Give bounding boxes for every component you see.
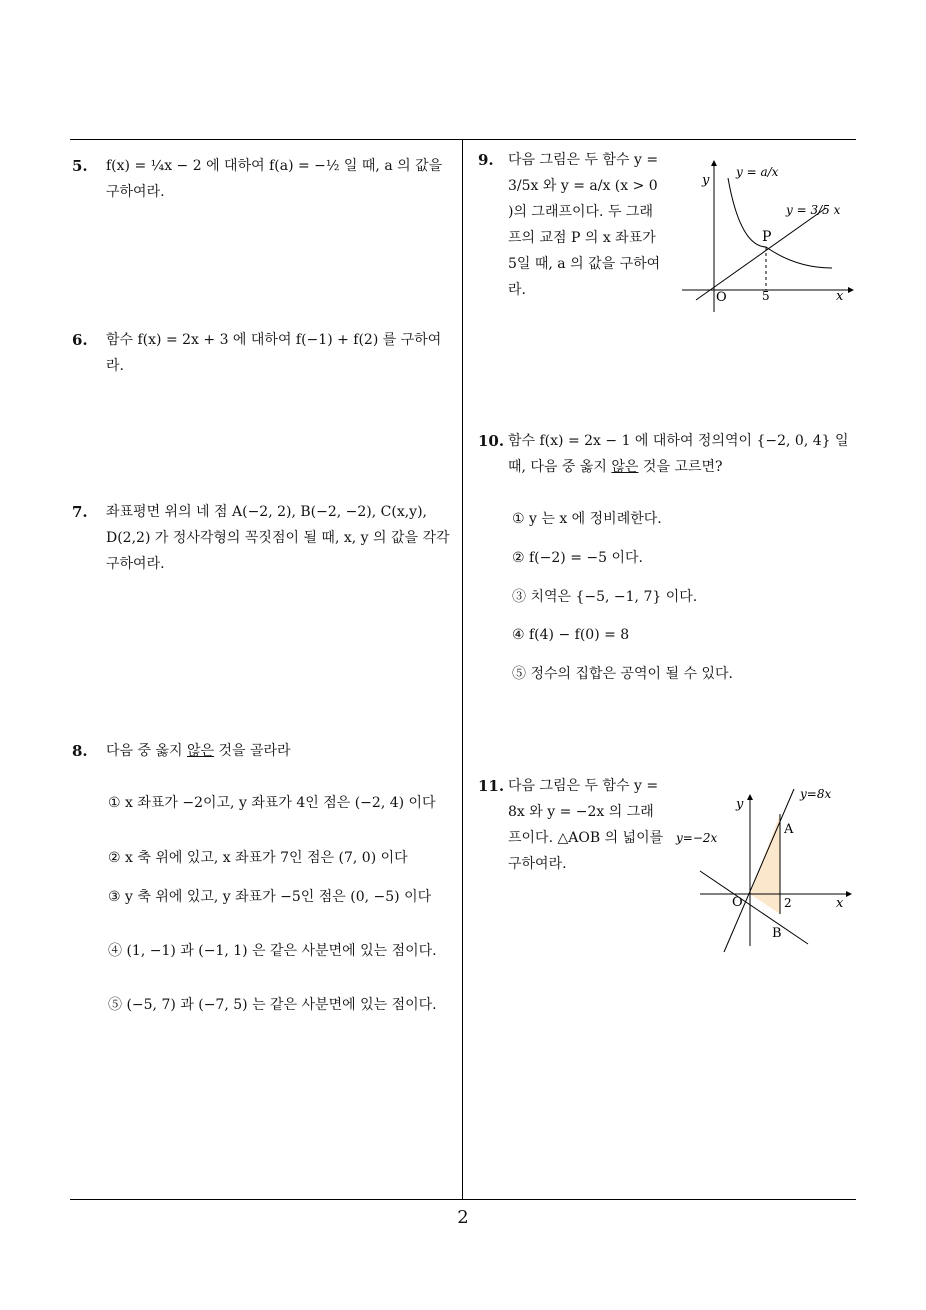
q10-choice-3: ③ 치역은 {−5, −1, 7} 이다.	[512, 589, 698, 605]
label-x: x	[836, 896, 844, 911]
question-text: 다음 그림은 두 함수 y = 8x 와 y = −2x 의 그래프이다. △AOB 의 넓이를 구하여라.	[508, 778, 664, 872]
question-text	[72, 738, 456, 764]
question-11	[478, 773, 664, 877]
question-number: 6.	[72, 331, 88, 349]
q8-choice-3: ③ y 축 위에 있고, y 좌표가 −5인 점은 (0, −5) 이다	[108, 889, 432, 905]
label-line-3-5x: y = 3/5 x	[786, 203, 841, 217]
x-axis-arrow	[848, 287, 854, 293]
label-curve-a-over-x: y = a/x	[736, 165, 779, 179]
label-origin: O	[716, 290, 727, 305]
question-number: 11.	[478, 777, 505, 795]
question-9	[478, 147, 664, 303]
question-number: 9.	[478, 151, 494, 169]
line-3-5x	[696, 208, 826, 300]
q8-choice-5: ⑤ (−5, 7) 과 (−7, 5) 는 같은 사분면에 있는 점이다.	[108, 997, 437, 1013]
question-text: 좌표평면 위의 네 점 A(−2, 2), B(−2, −2), C(x,y), D(2,2) 가 정사각형의 꼭짓점이 될 때, x, y 의 값을 각각 구하여라.	[106, 504, 450, 572]
label-y: y	[736, 797, 744, 812]
q8-choice-2: ② x 축 위에 있고, x 좌표가 7인 점은 (7, 0) 이다	[108, 850, 408, 866]
question-8	[72, 738, 456, 764]
question-text: 함수 f(x) = 2x + 3 에 대하여 f(−1) + f(2) 를 구하여라.	[106, 332, 442, 374]
label-line-neg-2x: y=−2x	[676, 831, 718, 845]
question-text: 다음 그림은 두 함수 y = 3/5x 와 y = a/x (x > 0 )의 그래프이다. 두 그래프의 교점 P 의 x 좌표가 5일 때, a 의 값을 구하여라.	[508, 152, 661, 298]
underlined-text: 않은	[186, 743, 215, 759]
page-number: 2	[457, 1207, 469, 1228]
label-p: P	[762, 229, 772, 245]
label-x: x	[836, 289, 844, 304]
label-five: 5	[762, 289, 770, 303]
q10-choice-2: ② f(−2) = −5 이다.	[512, 550, 643, 566]
column-divider	[462, 139, 463, 1200]
question-text	[478, 428, 860, 480]
q10-choice-1: ① y 는 x 에 정비례한다.	[512, 511, 662, 527]
text-part: 것을 고르면?	[638, 459, 723, 475]
y-axis-arrow	[747, 794, 753, 800]
q8-choice-1: ① x 좌표가 −2이고, y 좌표가 4인 점은 (−2, 4) 이다	[108, 795, 436, 811]
question-10	[478, 428, 860, 480]
y-axis-arrow	[711, 160, 717, 166]
underlined-text: 않은	[611, 459, 639, 475]
q10-choice-5: ⑤ 정수의 집합은 공역이 될 수 있다.	[512, 666, 733, 682]
question-number: 10.	[478, 432, 505, 450]
text-part: 것을 골라라	[214, 743, 291, 759]
label-y: y	[702, 173, 710, 188]
label-a: A	[784, 822, 794, 837]
x-axis-arrow	[846, 891, 852, 897]
q9-graph	[676, 150, 856, 315]
q11-graph	[674, 784, 858, 956]
curve-a-over-x	[728, 178, 832, 268]
q8-choice-4: ④ (1, −1) 과 (−1, 1) 은 같은 사분면에 있는 점이다.	[108, 943, 437, 959]
question-number: 8.	[72, 742, 88, 760]
triangle-aob	[750, 814, 780, 914]
label-line-8x: y=8x	[800, 787, 832, 801]
question-text: f(x) = ¼x − 2 에 대하여 f(a) = −½ 일 때, a 의 값을 구하여라.	[106, 158, 443, 200]
label-origin: O	[732, 895, 743, 910]
text-part: 함수 f(x) = 2x − 1 에 대하여 정의역이 {−2, 0, 4} 일 때, 다음 중 옳지	[508, 433, 849, 475]
question-5	[72, 153, 456, 205]
question-number: 5.	[72, 157, 88, 175]
top-rule	[70, 139, 856, 140]
text-part: 다음 중 옳지	[106, 743, 187, 759]
question-number: 7.	[72, 503, 88, 521]
label-b: B	[772, 926, 782, 941]
q10-choice-4: ④ f(4) − f(0) = 8	[512, 627, 630, 643]
question-6	[72, 327, 456, 379]
bottom-rule	[70, 1199, 856, 1200]
label-two: 2	[784, 896, 792, 910]
question-7	[72, 499, 456, 577]
